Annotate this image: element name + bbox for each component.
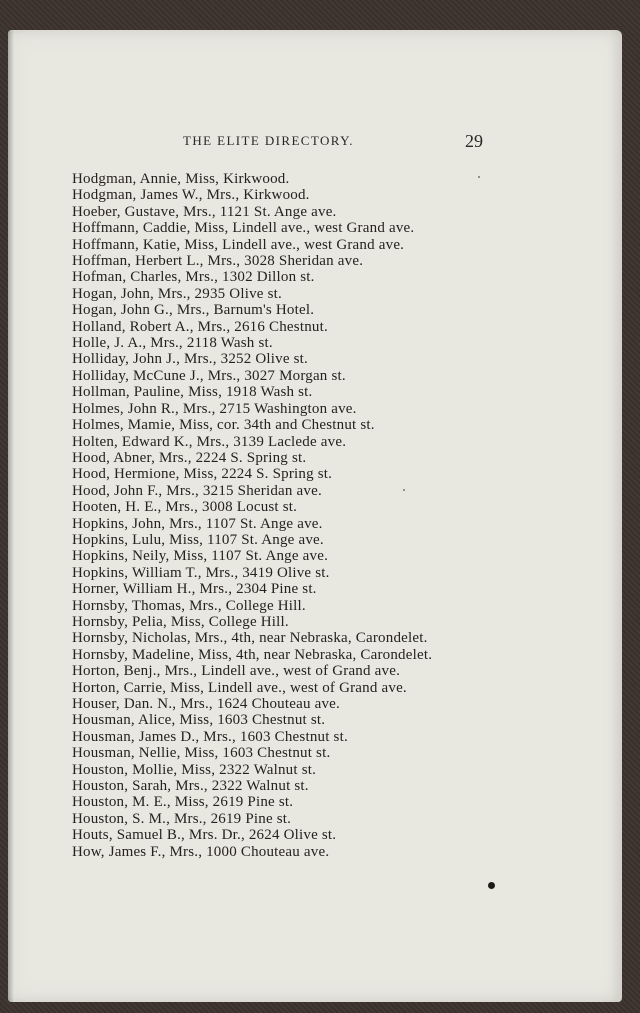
directory-entry: Houston, Sarah, Mrs., 2322 Walnut st. [72, 778, 309, 795]
directory-entry: Hofman, Charles, Mrs., 1302 Dillon st. [72, 269, 315, 286]
directory-entry: Hoffmann, Caddie, Miss, Lindell ave., west Grand ave. [72, 220, 415, 237]
directory-entry: Hopkins, John, Mrs., 1107 St. Ange ave. [72, 515, 323, 532]
directory-entry: Hornsby, Madeline, Miss, 4th, near Nebraska, Carondelet. [72, 646, 433, 663]
page-number: 29 [465, 131, 483, 151]
directory-entry: Hopkins, William T., Mrs., 3419 Olive st. [72, 564, 330, 581]
running-title: THE ELITE DIRECTORY. [183, 133, 354, 148]
ink-blot [488, 882, 495, 889]
paper-speck [478, 176, 480, 178]
directory-entry: Horton, Carrie, Miss, Lindell ave., west of Grand ave. [72, 679, 407, 696]
directory-entry: Hopkins, Lulu, Miss, 1107 St. Ange ave. [72, 531, 324, 548]
directory-entry: Holten, Edward K., Mrs., 3139 Laclede ave. [72, 433, 347, 450]
directory-entry: Housman, James D., Mrs., 1603 Chestnut st. [72, 728, 348, 745]
directory-entry: Hodgman, James W., Mrs., Kirkwood. [72, 187, 310, 204]
directory-entry: Holliday, John J., Mrs., 3252 Olive st. [72, 351, 308, 368]
spine-shadow [8, 30, 14, 1002]
directory-entry: Housman, Alice, Miss, 1603 Chestnut st. [72, 712, 326, 729]
directory-entry: Houston, Mollie, Miss, 2322 Walnut st. [72, 761, 317, 778]
directory-entry: Hood, John F., Mrs., 3215 Sheridan ave. [72, 482, 322, 499]
directory-entry: Hoffmann, Katie, Miss, Lindell ave., west Grand ave. [72, 236, 405, 253]
directory-entry: Holland, Robert A., Mrs., 2616 Chestnut. [72, 318, 328, 335]
directory-entry: Holmes, John R., Mrs., 2715 Washington ave. [72, 400, 357, 417]
directory-entry: Hoeber, Gustave, Mrs., 1121 St. Ange ave. [72, 203, 337, 220]
directory-entry: Horton, Benj., Mrs., Lindell ave., west of Grand ave. [72, 663, 401, 680]
directory-entry: Hornsby, Pelia, Miss, College Hill. [72, 613, 289, 630]
directory-entry: Hornsby, Nicholas, Mrs., 4th, near Nebraska, Carondelet. [72, 630, 428, 647]
directory-entry: Houston, S. M., Mrs., 2619 Pine st. [72, 810, 292, 827]
paper-speck [403, 489, 405, 491]
directory-entry: Houston, M. E., Miss, 2619 Pine st. [72, 794, 294, 811]
page-header [0, 131, 640, 151]
directory-entry: Hood, Abner, Mrs., 2224 S. Spring st. [72, 449, 307, 466]
directory-entry: Houser, Dan. N., Mrs., 1624 Chouteau ave. [72, 696, 340, 712]
directory-entry: Hooten, H. E., Mrs., 3008 Locust st. [72, 499, 298, 516]
directory-entry: Holmes, Mamie, Miss, cor. 34th and Chestnut st. [72, 417, 375, 434]
directory-entry: Houts, Samuel B., Mrs. Dr., 2624 Olive st. [72, 827, 337, 844]
directory-entry: Hogan, John, Mrs., 2935 Olive st. [72, 285, 282, 302]
directory-entry: Horner, William H., Mrs., 2304 Pine st. [72, 581, 317, 598]
directory-entry: How, James F., Mrs., 1000 Chouteau ave. [72, 843, 330, 860]
directory-entry: Housman, Nellie, Miss, 1603 Chestnut st. [72, 745, 331, 762]
directory-entry: Hornsby, Thomas, Mrs., College Hill. [72, 597, 306, 614]
directory-entry: Holliday, McCune J., Mrs., 3027 Morgan st. [72, 367, 346, 384]
directory-entry: Hood, Hermione, Miss, 2224 S. Spring st. [72, 466, 333, 483]
directory-entry-list [72, 171, 502, 860]
directory-entry: Hodgman, Annie, Miss, Kirkwood. [72, 171, 290, 187]
directory-entry: Hollman, Pauline, Miss, 1918 Wash st. [72, 384, 313, 401]
directory-entry: Hoffman, Herbert L., Mrs., 3028 Sheridan ave. [72, 253, 364, 270]
directory-entry: Hopkins, Neily, Miss, 1107 St. Ange ave. [72, 548, 329, 565]
directory-entry: Holle, J. A., Mrs., 2118 Wash st. [72, 335, 273, 352]
directory-entry: Hogan, John G., Mrs., Barnum's Hotel. [72, 302, 315, 319]
